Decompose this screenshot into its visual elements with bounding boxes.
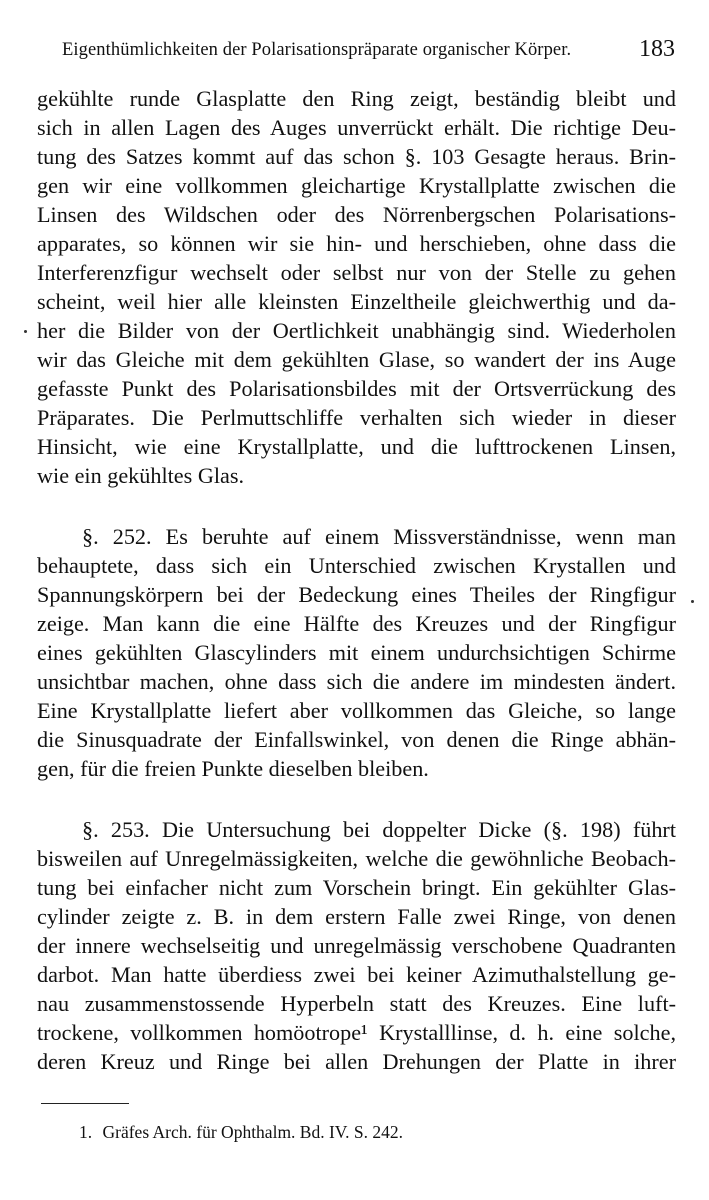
margin-speck: [24, 330, 27, 333]
page-number: 183: [639, 36, 675, 62]
text-line: Präparates. Die Perlmuttschliffe verhalten sich wieder in dieser: [37, 405, 676, 430]
text-line: trockene, vollkommen homöotrope¹ Krystalllinse, d. h. eine solche,: [37, 1020, 676, 1045]
running-head: Eigenthümlichkeiten der Polarisationspräparate organischer Körper.: [62, 40, 572, 60]
text-line: Eine Krystallplatte liefert aber vollkommen das Gleiche, so lange: [37, 698, 676, 723]
paragraph-section-253: [37, 815, 676, 1076]
text-line: tung bei einfacher nicht zum Vorschein bringt. Ein gekühlter Glas-: [37, 875, 676, 900]
text-line: gen wir eine vollkommen gleichartige Krystallplatte zwischen die: [37, 173, 676, 198]
text-line: die Sinusquadrate der Einfallswinkel, von denen die Ringe abhän-: [37, 727, 676, 752]
text-line: her die Bilder von der Oertlichkeit unabhängig sind. Wiederholen: [37, 318, 676, 343]
text-line: Interferenzfigur wechselt oder selbst nur von der Stelle zu gehen: [37, 260, 676, 285]
text-line: Linsen des Wildschen oder des Nörrenbergschen Polarisations-: [37, 202, 676, 227]
text-line: gekühlte runde Glasplatte den Ring zeigt, beständig bleibt und: [37, 86, 676, 111]
footnote: [79, 1121, 403, 1143]
text-line: wir das Gleiche mit dem gekühlten Glase, so wandert der ins Auge: [37, 347, 676, 372]
text-line: §. 252. Es beruhte auf einem Missverständnisse, wenn man: [82, 524, 676, 549]
text-line: nau zusammenstossende Hyperbeln statt des Kreuzes. Eine luft-: [37, 991, 676, 1016]
text-line: Hinsicht, wie eine Krystallplatte, und die lufttrockenen Linsen,: [37, 434, 676, 459]
text-line: tung des Satzes kommt auf das schon §. 103 Gesagte heraus. Brin-: [37, 144, 676, 169]
text-line: apparates, so können wir sie hin- und herschieben, ohne dass die: [37, 231, 676, 256]
text-line: scheint, weil hier alle kleinsten Einzeltheile gleichwerthig und da-: [37, 289, 676, 314]
text-line: unsichtbar machen, ohne dass sich die andere im mindesten ändert.: [37, 669, 676, 694]
text-line: behauptete, dass sich ein Unterschied zwischen Krystallen und: [37, 553, 676, 578]
page-header: [62, 36, 675, 64]
paragraph-section-252: [37, 522, 676, 783]
footnote-number: 1.: [79, 1122, 93, 1142]
margin-speck: [691, 600, 694, 603]
text-line: zeige. Man kann die eine Hälfte des Kreuzes und der Ringfigur: [37, 611, 676, 636]
text-line: der innere wechselseitig und unregelmässig verschobene Quadranten: [37, 933, 676, 958]
text-line: sich in allen Lagen des Auges unverrückt erhält. Die richtige Deu-: [37, 115, 676, 140]
text-line: eines gekühlten Glascylinders mit einem undurchsichtigen Schirme: [37, 640, 676, 665]
text-line: §. 253. Die Untersuchung bei doppelter Dicke (§. 198) führt: [82, 817, 676, 842]
text-line: darbot. Man hatte überdiess zwei bei keiner Azimuthalstellung ge-: [37, 962, 676, 987]
text-line: wie ein gekühltes Glas.: [37, 463, 245, 488]
text-line: cylinder zeigte z. B. in dem erstern Falle zwei Ringe, von denen: [37, 904, 676, 929]
footnote-rule: [41, 1103, 129, 1104]
text-line: gen, für die freien Punkte dieselben bleiben.: [37, 756, 429, 781]
text-line: Spannungskörpern bei der Bedeckung eines Theiles der Ringfigur: [37, 582, 676, 607]
footnote-text: Gräfes Arch. für Ophthalm. Bd. IV. S. 242.: [102, 1122, 404, 1142]
text-line: bisweilen auf Unregelmässigkeiten, welche die gewöhnliche Beobach-: [37, 846, 676, 871]
text-line: deren Kreuz und Ringe bei allen Drehungen der Platte in ihrer: [37, 1049, 676, 1074]
paragraph-1: [37, 84, 676, 490]
text-line: gefasste Punkt des Polarisationsbildes mit der Ortsverrückung des: [37, 376, 676, 401]
